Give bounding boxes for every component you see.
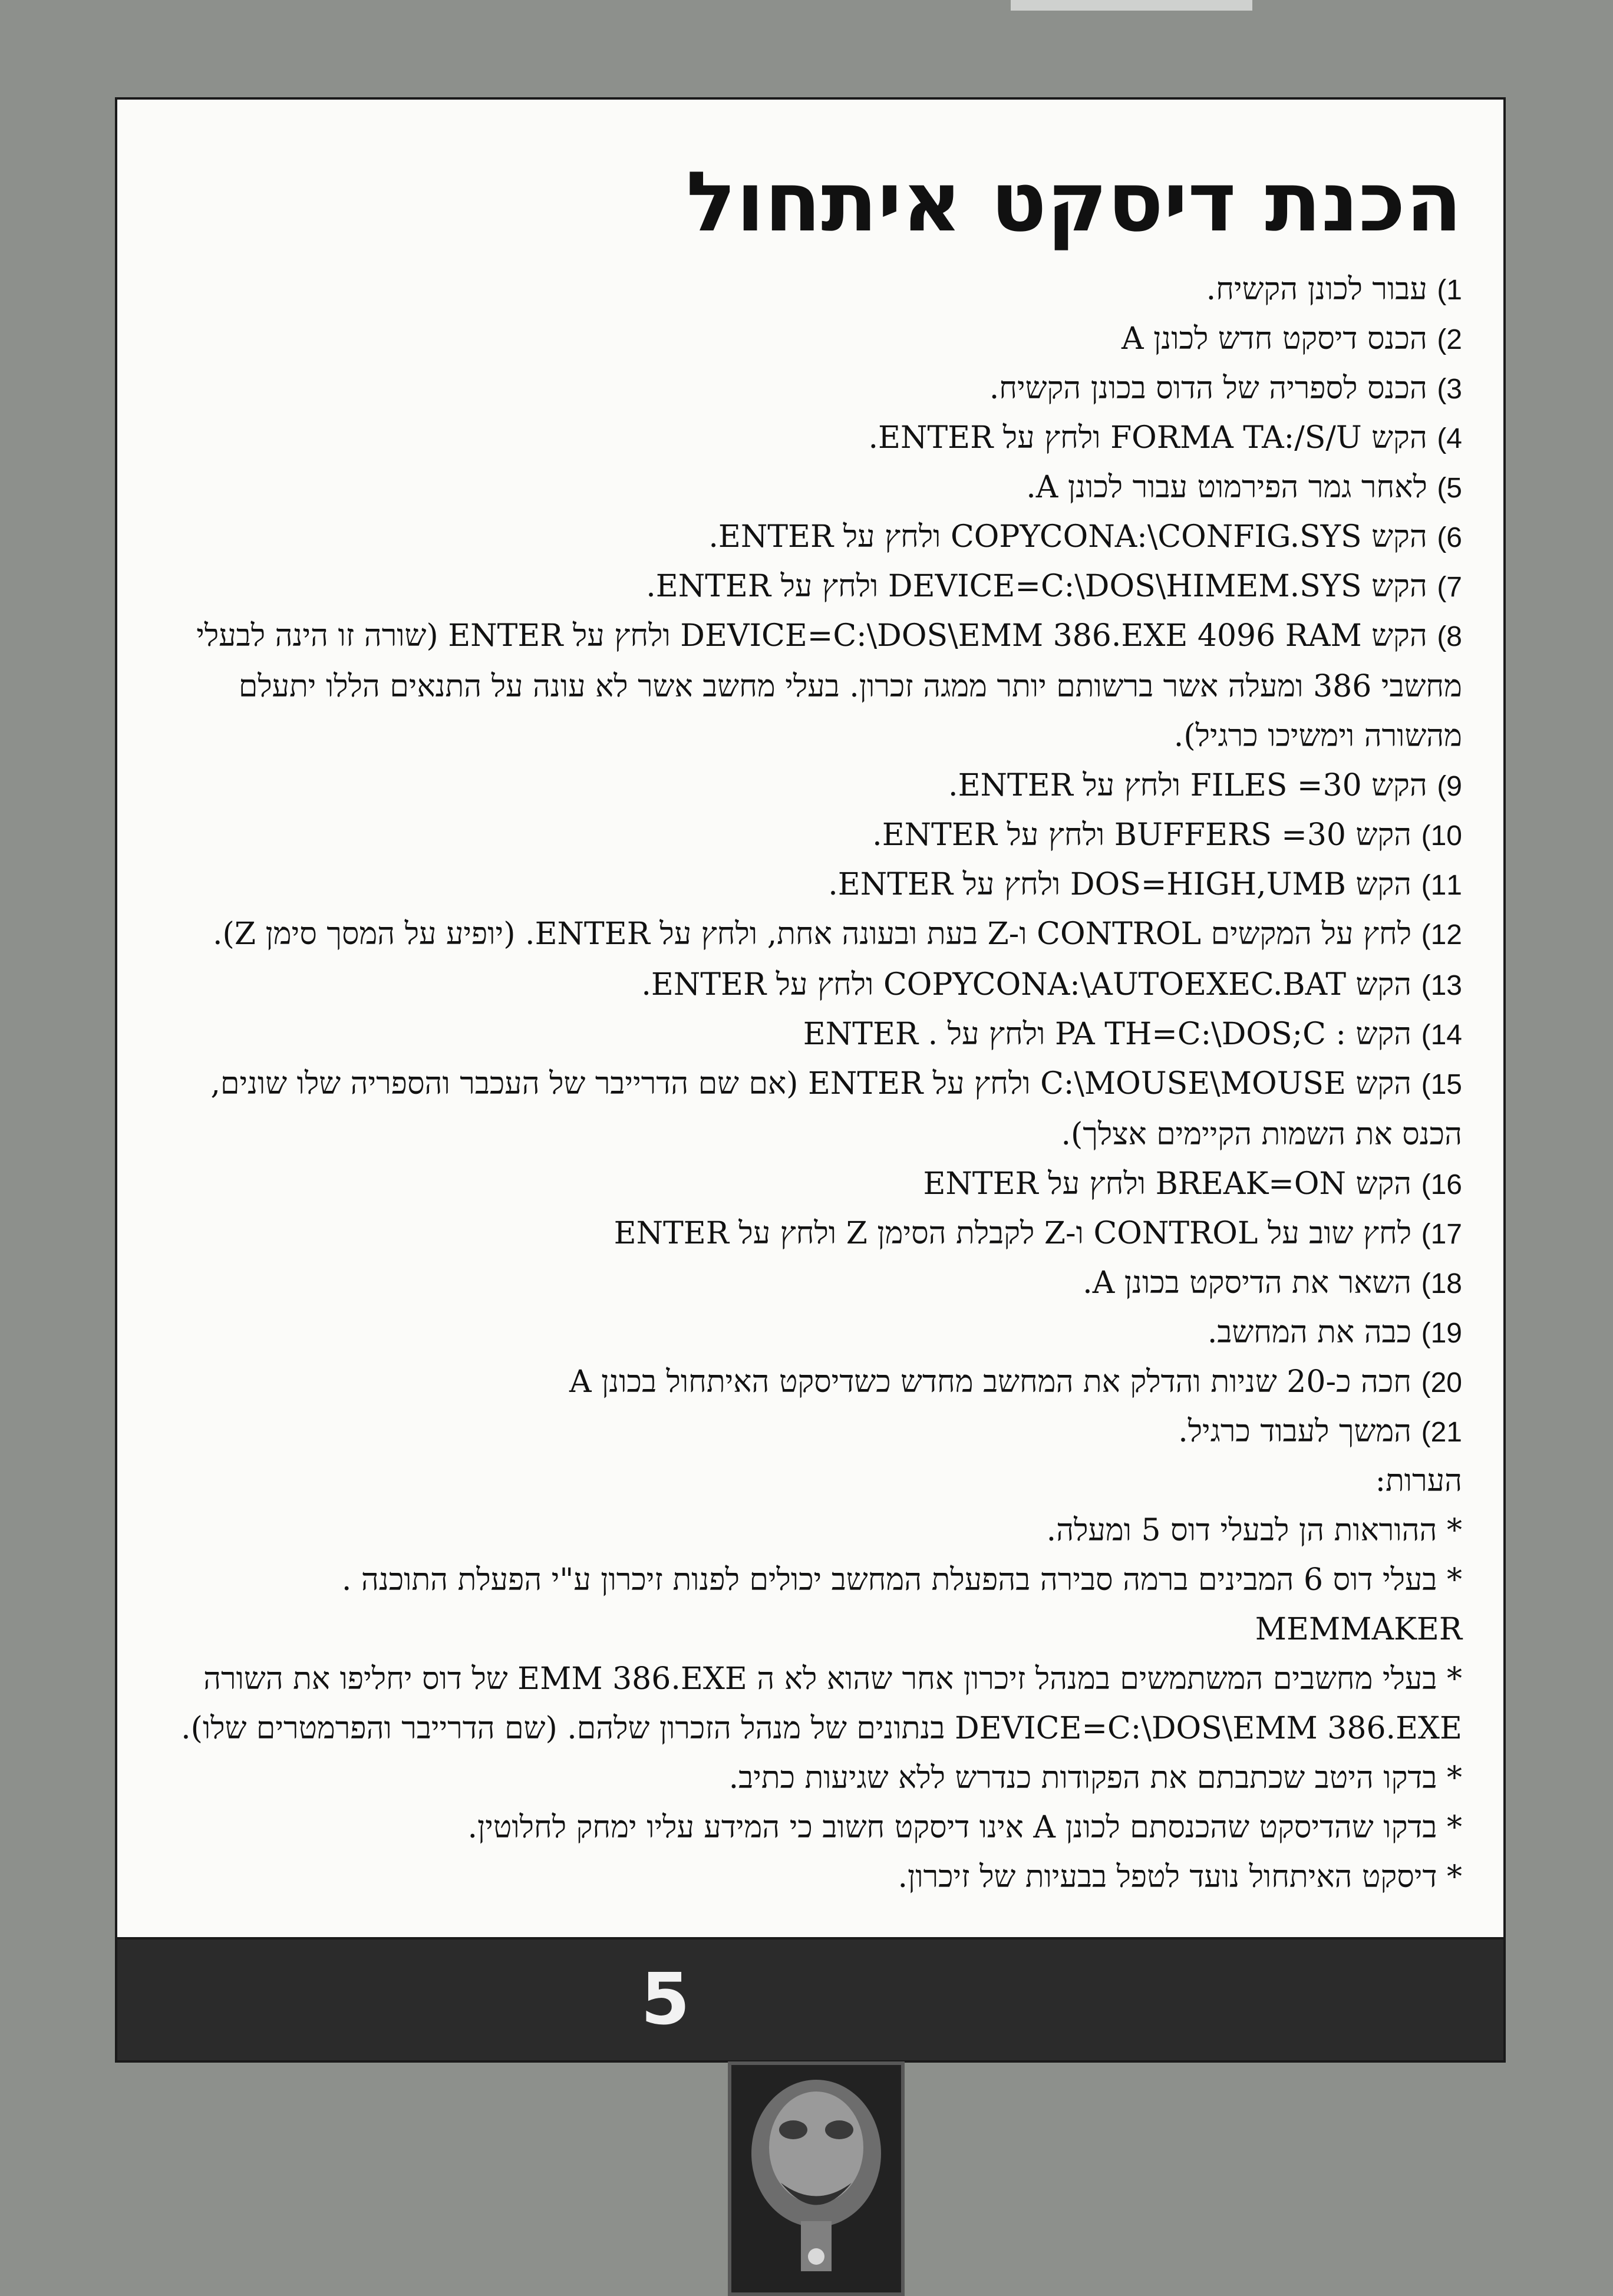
- step-text: הקש DOS=HIGH,UMB ולחץ על ENTER.: [828, 867, 1412, 902]
- step-number: 1): [1437, 275, 1462, 306]
- step-number: 10): [1421, 820, 1462, 852]
- step-15: [164, 1059, 1462, 1159]
- step-text: המשך לעבוד כרגיל.: [1178, 1414, 1412, 1449]
- step-text: הכנס לספריה של הדוס בכונן הקשיח.: [989, 371, 1427, 406]
- step-number: 18): [1421, 1268, 1462, 1299]
- step-text: לאחר גמר הפירמוט עבור לכונן A.: [1026, 470, 1427, 505]
- serpent-emblem-icon: [728, 2061, 905, 2296]
- page-content: [117, 100, 1503, 2059]
- note-6: * דיסקט האיתחול נועד לטפל בבעיות של זיכרון.: [898, 1859, 1462, 1895]
- step-text: הקש FILES =30 ולחץ על ENTER.: [948, 768, 1427, 803]
- step-number: 2): [1437, 324, 1462, 355]
- step-text: הקש FORMA TA:/S/U ולחץ על ENTER.: [868, 420, 1427, 456]
- step-13: [164, 960, 1462, 1010]
- step-number: 3): [1437, 374, 1462, 405]
- page-title: הכנת דיסקט איתחול: [686, 154, 1462, 250]
- step-4: [164, 413, 1462, 463]
- step-20: [164, 1357, 1462, 1407]
- notes-heading: הערות:: [1375, 1463, 1462, 1499]
- step-number: 12): [1421, 919, 1462, 951]
- step-8: [164, 611, 1462, 761]
- step-text: הכנס דיסקט חדש לכונן A: [1121, 321, 1427, 357]
- step-text: לחץ על המקשים CONTROL ו-Z בעת ובעונה אחת, ולחץ על ENTER. (יופיע על המסך סימן Z).: [213, 916, 1412, 952]
- step-text: הקש COPYCONA:\CONFIG.SYS ולחץ על ENTER.: [708, 519, 1427, 555]
- note-2: * בעלי דוס 6 המבינים ברמה סבירה בהפעלת המחשב יכולים לפנות זיכרון ע"י הפעלת התוכנה . MEMMAKER: [341, 1562, 1462, 1647]
- step-number: 19): [1421, 1318, 1462, 1349]
- serpent-emblem-graphic: [731, 2065, 901, 2292]
- step-18: [164, 1258, 1462, 1308]
- note-4: * בדקו היטב שכתבתם את הפקודות כנדרש ללא שגיעות כתיב.: [728, 1760, 1462, 1796]
- step-number: 15): [1421, 1069, 1462, 1100]
- step-number: 20): [1421, 1367, 1462, 1398]
- step-text: עבור לכונן הקשיח.: [1206, 272, 1427, 307]
- step-text: הקש DEVICE=C:\DOS\HIMEM.SYS ולחץ על ENTER.: [646, 569, 1427, 604]
- step-1: [164, 265, 1462, 314]
- step-21: [164, 1407, 1462, 1456]
- step-17: [164, 1209, 1462, 1258]
- step-text: השאר את הדיסקט בכונן A.: [1083, 1265, 1412, 1301]
- step-number: 14): [1421, 1020, 1462, 1051]
- note-1: * ההוראות הן לבעלי דוס 5 ומעלה.: [1046, 1513, 1462, 1548]
- note-3: * בעלי מחשבים המשתמשים במנהל זיכרון אחר שהוא לא ה EMM 386.EXE של דוס יחליפו את השורה DEVICE=C:\DOS\EMM 386.EXE בנתונים של מנהל הזכרון שלהם. (שם הדרייבר והפרמטרים שלו).: [181, 1661, 1462, 1746]
- note-5: * בדקו שהדיסקט שהכנסתם לכונן A אינו דיסקט חשוב כי המידע עליו ימחק לחלוטין.: [467, 1810, 1462, 1845]
- step-number: 17): [1421, 1219, 1462, 1250]
- step-3: [164, 364, 1462, 413]
- step-text: כבה את המחשב.: [1207, 1315, 1412, 1350]
- step-text: הקש BUFFERS =30 ולחץ על ENTER.: [872, 817, 1412, 853]
- step-12: [164, 909, 1462, 960]
- step-number: 21): [1421, 1417, 1462, 1448]
- step-2: [164, 314, 1462, 364]
- step-number: 13): [1421, 970, 1462, 1001]
- step-number: 5): [1437, 473, 1462, 504]
- step-text: הקש C:\MOUSE\MOUSE ולחץ על ENTER (אם שם הדרייבר של העכבר והספריה שלו שונים, הכנס את השמות הקיימים אצלך).: [210, 1066, 1462, 1152]
- page-number: 5: [641, 1959, 690, 2041]
- step-9: [164, 761, 1462, 810]
- step-text: הקש BREAK=ON ולחץ על ENTER: [923, 1166, 1412, 1202]
- step-11: [164, 860, 1462, 909]
- step-number: 16): [1421, 1169, 1462, 1200]
- step-5: [164, 463, 1462, 512]
- step-7: [164, 562, 1462, 611]
- step-number: 11): [1421, 870, 1462, 901]
- step-number: 9): [1437, 771, 1462, 802]
- step-text: לחץ שוב על CONTROL ו-Z לקבלת הסימן Z ולחץ על ENTER: [613, 1216, 1412, 1251]
- step-text: הקש DEVICE=C:\DOS\EMM 386.EXE 4096 RAM ולחץ על ENTER (שורה זו הינה לבעלי מחשבי 386 ומעלה אשר ברשותם יותר ממגה זכרון. בעלי מחשב אשר לא עונה על התנאים הללו יתעלם מהשורה וימשיכו כרגיל).: [196, 618, 1462, 754]
- step-number: 7): [1437, 572, 1462, 603]
- top-strip: [1011, 0, 1252, 11]
- footer-band: [117, 1937, 1503, 2060]
- step-number: 4): [1437, 423, 1462, 454]
- step-text: הקש COPYCONA:\AUTOEXEC.BAT ולחץ על ENTER.: [641, 967, 1412, 1002]
- step-number: 6): [1437, 522, 1462, 553]
- step-6: [164, 512, 1462, 562]
- step-19: [164, 1308, 1462, 1357]
- step-16: [164, 1159, 1462, 1209]
- step-14: [164, 1010, 1462, 1059]
- step-10: [164, 810, 1462, 860]
- step-text: חכה כ-20 שניות והדלק את המחשב מחדש כשדיסקט האיתחול בכונן A: [569, 1364, 1412, 1400]
- step-number: 8): [1437, 621, 1462, 652]
- step-text: הקש : PA TH=C:\DOS;C ולחץ על . ENTER: [803, 1017, 1412, 1052]
- manual-page: [115, 97, 1506, 2063]
